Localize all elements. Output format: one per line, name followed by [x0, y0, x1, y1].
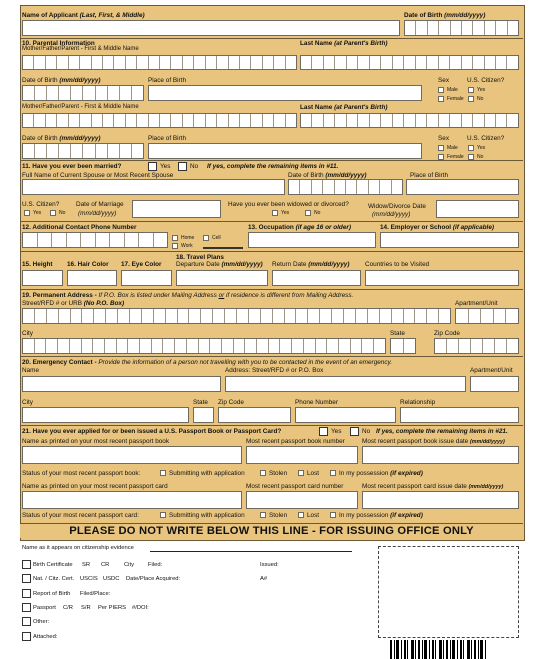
- book-possession-text: In my possession: [339, 470, 389, 477]
- passport-office-label: Passport: [33, 605, 56, 611]
- phone-underline: [203, 247, 243, 249]
- passport-history-no-checkbox[interactable]: [350, 427, 359, 436]
- card-date-field[interactable]: [362, 491, 519, 509]
- parent2-male-checkbox[interactable]: [438, 145, 444, 151]
- card-stolen-checkbox[interactable]: [260, 512, 266, 518]
- eye-color-field[interactable]: [121, 270, 172, 286]
- emergency-address-field[interactable]: [225, 376, 466, 392]
- departure-label: [176, 261, 263, 268]
- marriage-date-label: Date of Marriage: [76, 201, 124, 208]
- return-label-text: Return Date: [272, 261, 307, 268]
- book-date-field[interactable]: [362, 446, 519, 464]
- other-label: Other:: [33, 619, 50, 625]
- card-possession-text: In my possession: [339, 512, 389, 519]
- married-no-checkbox[interactable]: [178, 162, 187, 171]
- height-field[interactable]: [22, 270, 63, 286]
- occupation-field[interactable]: [248, 232, 376, 248]
- eye-color-label: 17. Eye Color: [121, 261, 162, 268]
- citizenship-name-label: Name as it appears on citizenship evidence: [22, 545, 134, 551]
- phone-work-checkbox[interactable]: [172, 243, 178, 249]
- report-birth-filed-place: Filed/Place:: [80, 591, 111, 597]
- emergency-phone-field[interactable]: [295, 407, 396, 423]
- parent2-last-name-field[interactable]: [300, 113, 519, 128]
- parent1-citizen-yes-checkbox[interactable]: [468, 87, 474, 93]
- permanent-address-heading: 19. Permanent Address - If P.O. Box is listed under Mailing Address or if residence is different from Mailing Address.: [22, 292, 354, 299]
- return-label: [272, 261, 349, 268]
- divider: [20, 425, 523, 426]
- employer-hint: (if applicable): [452, 224, 495, 231]
- parent1-dob-field[interactable]: [22, 85, 144, 101]
- parent2-citizen-no-label: No: [477, 154, 484, 160]
- book-number-field[interactable]: [246, 446, 358, 464]
- married-hint: If yes, complete the remaining items in #11.: [207, 163, 339, 170]
- nat-cert-usdc: USDC: [103, 576, 120, 582]
- book-submitting-checkbox[interactable]: [160, 470, 166, 476]
- emergency-relationship-field[interactable]: [400, 407, 519, 423]
- birth-cert-cr: CR: [101, 562, 110, 568]
- book-possession-checkbox[interactable]: [330, 470, 336, 476]
- emergency-phone-label: Phone Number: [295, 399, 338, 406]
- parent1-name-label: Mother/Father/Parent - First & Middle Name: [22, 46, 139, 52]
- book-name-field[interactable]: [22, 446, 242, 464]
- passport-office-doi: #/DOI:: [132, 605, 149, 611]
- book-date-label-text: Most recent passport book issue date: [362, 438, 469, 445]
- parent1-dob-label: [22, 77, 101, 84]
- book-name-label: Name as printed on your most recent passport book: [22, 438, 170, 445]
- book-if-expired: (if expired): [390, 470, 423, 477]
- card-submitting-checkbox[interactable]: [160, 512, 166, 518]
- parent1-dob-hint: (mm/dd/yyyy): [59, 77, 101, 84]
- parent2-dob-label: [22, 135, 101, 142]
- permanent-hint-prefix: If P.O. Box is listed under Mailing Address: [98, 292, 217, 299]
- spouse-citizen-no-checkbox[interactable]: [50, 210, 56, 216]
- phone-cell-checkbox[interactable]: [203, 235, 209, 241]
- parent2-citizen-label: U.S. Citizen?: [467, 135, 505, 142]
- divider: [20, 251, 523, 252]
- parent2-male-label: Male: [447, 145, 458, 151]
- passport-office-sr: S/R: [81, 605, 91, 611]
- permanent-city-field[interactable]: [22, 338, 386, 354]
- permanent-state-label: State: [390, 330, 405, 337]
- parent1-female-label: Female: [447, 96, 464, 102]
- card-name-field[interactable]: [22, 491, 242, 509]
- widowed-label: Have you ever been widowed or divorced?: [228, 201, 349, 208]
- occupation-heading-text: 13. Occupation: [248, 224, 294, 231]
- widow-date-hint: (mm/dd/yyyy): [372, 211, 411, 218]
- parent1-citizen-label: U.S. Citizen?: [467, 77, 505, 84]
- spouse-dob-label: [288, 172, 367, 179]
- office-only-banner: PLEASE DO NOT WRITE BELOW THIS LINE - FOR ISSUING OFFICE ONLY: [20, 523, 523, 538]
- spouse-name-label: Full Name of Current Spouse or Most Recent Spouse: [22, 172, 174, 179]
- parent2-pob-label: Place of Birth: [148, 135, 187, 142]
- emergency-relationship-label: Relationship: [400, 399, 436, 406]
- emergency-address-label: Address: Street/RFD # or P.O. Box: [225, 367, 324, 374]
- emergency-name-label: Name: [22, 367, 40, 374]
- report-birth-label: Report of Birth: [33, 591, 71, 597]
- applicant-name-label: [22, 12, 145, 19]
- parent1-last-name-hint: (at Parent's Birth): [334, 40, 388, 47]
- applicant-dob-field[interactable]: [404, 20, 519, 36]
- spouse-name-field[interactable]: [22, 179, 285, 195]
- countries-label: Countries to be Visited: [365, 261, 430, 268]
- divider: [20, 38, 523, 39]
- book-status-label: Status of your most recent passport book:: [22, 470, 141, 477]
- permanent-state-field[interactable]: [390, 338, 416, 354]
- applicant-dob-label: [404, 12, 485, 19]
- passport-office-piers: Per PIERS: [98, 605, 127, 611]
- height-label: 15. Height: [22, 261, 53, 268]
- divider: [20, 160, 523, 161]
- passport-office-cr: C/R: [63, 605, 73, 611]
- book-number-label: Most recent passport book number: [246, 438, 345, 445]
- permanent-hint-suffix: if residence is different from Mailing Address.: [226, 292, 354, 299]
- card-number-field[interactable]: [246, 491, 358, 509]
- phone-work-label: Work: [181, 243, 193, 249]
- parent1-last-name-label: [300, 40, 387, 47]
- permanent-heading-text: 19. Permanent Address: [22, 292, 93, 299]
- permanent-zip-field[interactable]: [434, 338, 519, 354]
- emergency-heading: 20. Emergency Contact - Provide the information of a person not travelling with you to be contacted in the event of an emergency.: [22, 359, 393, 366]
- book-date-hint: (mm/dd/yyyy): [470, 439, 505, 445]
- permanent-street-field[interactable]: [22, 308, 451, 324]
- card-date-hint: (mm/dd/yyyy): [468, 484, 504, 490]
- married-yes-label: Yes: [160, 163, 171, 170]
- nat-cert-label: Nat. / Citz. Cert.: [33, 576, 75, 582]
- phone-home-checkbox[interactable]: [172, 235, 178, 241]
- parent2-pob-field[interactable]: [148, 143, 422, 159]
- widowed-no-checkbox[interactable]: [305, 210, 311, 216]
- occupation-heading: [248, 224, 351, 231]
- photo-box: [378, 546, 519, 638]
- permanent-zip-label: Zip Code: [434, 330, 460, 337]
- birth-cert-sr: SR: [82, 562, 91, 568]
- card-date-label-text: Most recent passport card issue date: [362, 483, 467, 490]
- emergency-apt-field[interactable]: [470, 376, 519, 392]
- permanent-apt-field[interactable]: [455, 308, 519, 324]
- hair-color-field[interactable]: [67, 270, 117, 286]
- divider: [20, 221, 523, 222]
- spouse-citizen-yes-label: Yes: [33, 210, 42, 216]
- parent1-citizen-yes-label: Yes: [477, 87, 486, 93]
- spouse-dob-hint: (mm/dd/yyyy): [325, 172, 367, 179]
- applicant-name-label-text: Name of Applicant: [22, 12, 78, 19]
- phone-heading: 12. Additional Contact Phone Number: [22, 224, 137, 231]
- return-date-field[interactable]: [272, 270, 361, 286]
- spouse-citizen-label: U.S. Citizen?: [22, 201, 60, 208]
- spouse-dob-field[interactable]: [288, 179, 403, 195]
- widow-date-field[interactable]: [436, 200, 519, 218]
- parent1-last-name-text: Last Name: [300, 40, 333, 47]
- parental-heading: 10. Parental Information: [22, 40, 95, 47]
- parent2-first-name-field[interactable]: [22, 113, 297, 128]
- street-hint: (No P.O. Box): [83, 300, 125, 307]
- parent1-citizen-no-label: No: [477, 96, 484, 102]
- nat-cert-a-number: A#: [260, 576, 268, 582]
- nat-cert-checkbox[interactable]: [22, 574, 31, 583]
- parent2-citizen-yes-checkbox[interactable]: [468, 145, 474, 151]
- birth-cert-label: Birth Certificate: [33, 562, 73, 568]
- card-possession-checkbox[interactable]: [330, 512, 336, 518]
- parent2-last-name-text: Last Name: [300, 104, 333, 111]
- departure-hint: (mm/dd/yyyy): [221, 261, 263, 268]
- permanent-city-label: City: [22, 330, 34, 337]
- applicant-name-field[interactable]: [22, 20, 400, 36]
- emergency-zip-label: Zip Code: [218, 399, 244, 406]
- book-lost-checkbox[interactable]: [298, 470, 304, 476]
- birth-cert-city: City: [124, 562, 134, 568]
- phone-cell-label: Cell: [212, 235, 221, 241]
- parent1-male-label: Male: [447, 87, 458, 93]
- employer-heading-text: 14. Employer or School: [380, 224, 452, 231]
- widowed-yes-label: Yes: [281, 210, 290, 216]
- book-stolen-label: Stolen: [269, 470, 288, 477]
- passport-history-hint: If yes, complete the remaining items in #21.: [376, 428, 508, 435]
- parent1-pob-label: Place of Birth: [148, 77, 187, 84]
- parent2-female-label: Female: [447, 154, 464, 160]
- permanent-apt-label: Apartment/Unit: [455, 300, 498, 307]
- parent2-last-name-hint: (at Parent's Birth): [334, 104, 388, 111]
- permanent-hint-or: or: [218, 292, 225, 299]
- widowed-yes-checkbox[interactable]: [272, 210, 278, 216]
- parent2-dob-field[interactable]: [22, 143, 144, 159]
- emergency-apt-label: Apartment/Unit: [470, 367, 513, 374]
- card-lost-checkbox[interactable]: [298, 512, 304, 518]
- card-status-label: Status of your most recent passport card:: [22, 512, 139, 519]
- passport-office-checkbox[interactable]: [22, 603, 31, 612]
- spouse-pob-label: Place of Birth: [410, 172, 449, 179]
- card-number-label: Most recent passport card number: [246, 483, 344, 490]
- spouse-dob-text: Date of Birth: [288, 172, 324, 179]
- travel-heading: 18. Travel Plans: [176, 254, 224, 261]
- parent1-first-name-field[interactable]: [22, 55, 297, 70]
- parent1-female-checkbox[interactable]: [438, 96, 444, 102]
- parent2-name-label: Mother/Father/Parent - First & Middle Name: [22, 104, 139, 110]
- countries-field[interactable]: [365, 270, 519, 286]
- divider: [20, 356, 523, 357]
- employer-heading: [380, 224, 494, 231]
- occupation-hint: (if age 16 or older): [295, 224, 351, 231]
- contact-phone-field[interactable]: [22, 232, 168, 248]
- nat-cert-uscis: USCIS: [80, 576, 98, 582]
- attached-checkbox[interactable]: [22, 632, 31, 641]
- widowed-no-label: No: [314, 210, 321, 216]
- parent1-sex-label: Sex: [438, 77, 450, 84]
- parent1-male-checkbox[interactable]: [438, 87, 444, 93]
- card-lost-label: Lost: [307, 512, 320, 519]
- attached-label: Attached:: [33, 634, 58, 640]
- married-yes-checkbox[interactable]: [148, 162, 157, 171]
- departure-label-text: Departure Date: [176, 261, 220, 268]
- book-date-label: [362, 438, 505, 446]
- marriage-date-hint: (mm/dd/yyyy): [78, 210, 117, 217]
- parent2-dob-text: Date of Birth: [22, 135, 58, 142]
- street-label-text: Street/RFD # or URB: [22, 300, 83, 307]
- book-lost-label: Lost: [307, 470, 320, 477]
- married-no-label: No: [190, 163, 199, 170]
- spouse-citizen-yes-checkbox[interactable]: [24, 210, 30, 216]
- parent1-citizen-no-checkbox[interactable]: [468, 96, 474, 102]
- book-submitting-label: Submitting with application: [169, 470, 245, 477]
- parent1-pob-field[interactable]: [148, 85, 422, 101]
- other-checkbox[interactable]: [22, 617, 31, 626]
- employer-field[interactable]: [380, 232, 519, 248]
- card-submitting-label: Submitting with application: [169, 512, 245, 519]
- parent1-dob-text: Date of Birth: [22, 77, 58, 84]
- hair-color-label: 16. Hair Color: [67, 261, 109, 268]
- widow-date-label: Widow/Divorce Date: [368, 203, 426, 210]
- birth-cert-filed: Filed:: [148, 562, 163, 568]
- card-date-label: [362, 483, 503, 491]
- parent2-last-name-label: [300, 104, 387, 111]
- spouse-pob-field[interactable]: [406, 179, 519, 195]
- passport-history-heading: 21. Have you ever applied for or been issued a U.S. Passport Book or Passport Card?: [22, 428, 282, 435]
- passport-history-yes-label: Yes: [331, 428, 342, 435]
- applicant-name-hint: (Last, First, & Middle): [79, 12, 145, 19]
- parent1-last-name-field[interactable]: [300, 55, 519, 70]
- barcode: [390, 640, 520, 659]
- card-possession-label: [339, 512, 423, 519]
- parent2-dob-hint: (mm/dd/yyyy): [59, 135, 101, 142]
- citizenship-name-line: [150, 551, 352, 552]
- book-stolen-checkbox[interactable]: [260, 470, 266, 476]
- emergency-name-field[interactable]: [22, 376, 221, 392]
- card-if-expired: (if expired): [390, 512, 423, 519]
- parent2-sex-label: Sex: [438, 135, 450, 142]
- card-name-label: Name as printed on your most recent passport card: [22, 483, 168, 490]
- passport-history-no-label: No: [362, 428, 371, 435]
- emergency-zip-field[interactable]: [218, 407, 291, 423]
- nat-cert-date-place: Date/Place Acquired:: [126, 576, 181, 582]
- applicant-dob-label-text: Date of Birth: [404, 12, 443, 19]
- emergency-city-label: City: [22, 399, 34, 406]
- book-possession-label: [339, 470, 423, 477]
- emergency-state-field[interactable]: [193, 407, 214, 423]
- marriage-date-field[interactable]: [132, 200, 221, 218]
- emergency-state-label: State: [193, 399, 208, 406]
- birth-cert-checkbox[interactable]: [22, 560, 31, 569]
- emergency-city-field[interactable]: [22, 407, 189, 423]
- applicant-dob-hint: (mm/dd/yyyy): [444, 12, 486, 19]
- married-heading: 11. Have you ever been married?: [22, 163, 122, 170]
- report-birth-checkbox[interactable]: [22, 589, 31, 598]
- return-hint: (mm/dd/yyyy): [308, 261, 350, 268]
- spouse-citizen-no-label: No: [59, 210, 66, 216]
- emergency-heading-text: 20. Emergency Contact: [22, 359, 93, 366]
- birth-cert-issued: Issued:: [260, 562, 279, 568]
- card-stolen-label: Stolen: [269, 512, 288, 519]
- departure-date-field[interactable]: [176, 270, 268, 286]
- phone-home-label: Home: [181, 235, 195, 241]
- passport-history-yes-checkbox[interactable]: [319, 427, 328, 436]
- divider: [20, 289, 523, 290]
- emergency-hint: Provide the information of a person not travelling with you to be contacted in the event of an emergency.: [98, 359, 393, 366]
- parent2-citizen-yes-label: Yes: [477, 145, 486, 151]
- street-label: [22, 300, 124, 307]
